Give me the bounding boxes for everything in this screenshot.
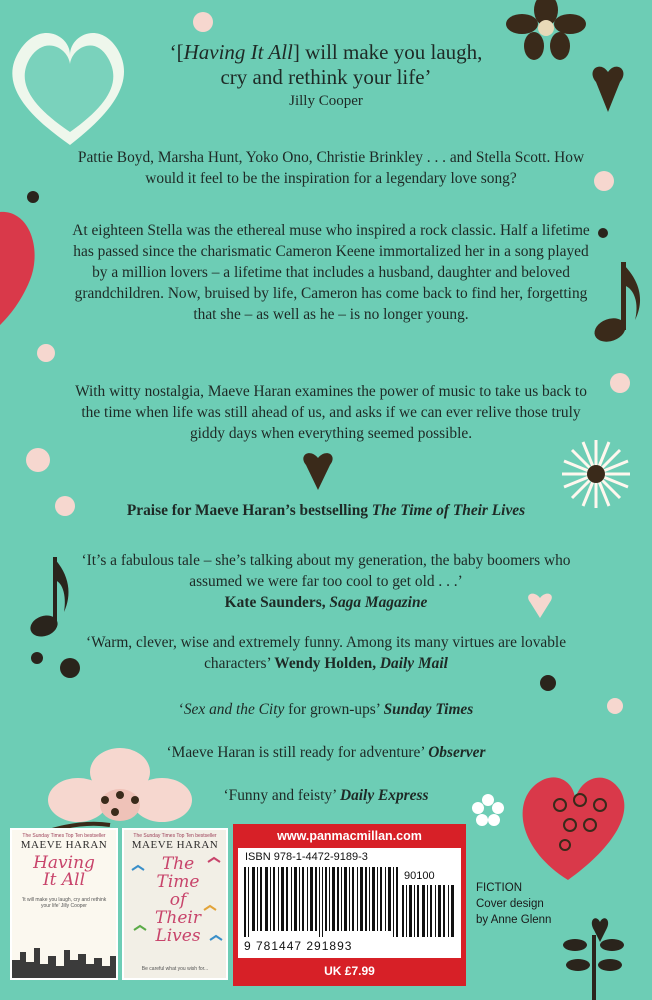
praise-quote-text: for grown-ups’ bbox=[284, 701, 384, 718]
barcode-addon-icon bbox=[402, 885, 456, 937]
dot-icon bbox=[587, 465, 605, 483]
dot-icon bbox=[27, 191, 39, 203]
book-quote: Be careful what you wish for... bbox=[141, 966, 209, 972]
birds-icon bbox=[124, 850, 228, 970]
dot-icon bbox=[607, 698, 623, 714]
barcode-addon-digits: 90100 bbox=[404, 870, 435, 882]
praise-publication: Daily Express bbox=[339, 787, 429, 804]
branch-icon bbox=[563, 918, 624, 1000]
praise-quote-text: ‘Maeve Haran is still ready for adventure’ bbox=[166, 744, 429, 761]
praise-quote-5 bbox=[80, 785, 572, 806]
praise-heading-prefix: Praise for Maeve Haran’s bestselling bbox=[126, 502, 372, 519]
dot-icon bbox=[26, 448, 50, 472]
praise-publication: Sunday Times bbox=[383, 701, 474, 718]
book-title: Having It All bbox=[33, 853, 95, 890]
praise-quote-text: ‘Funny and feisty’ bbox=[223, 787, 340, 804]
genre-credit bbox=[476, 880, 551, 928]
dot-icon bbox=[193, 12, 213, 32]
praise-publication: Saga Magazine bbox=[329, 594, 428, 611]
dot-icon bbox=[598, 228, 608, 238]
genre-label: FICTION bbox=[476, 882, 522, 894]
dot-icon bbox=[540, 675, 556, 691]
praise-quote-italic: Sex and the City bbox=[183, 701, 285, 718]
quote-attribution: Jilly Cooper bbox=[289, 93, 363, 109]
praise-quote-text: ‘Warm, clever, wise and extremely funny. Among its many virtues are lovable characters’ bbox=[85, 634, 567, 672]
praise-heading-title: The Time of Their Lives bbox=[371, 502, 526, 519]
cover-design-credit: Cover design bbox=[476, 898, 544, 910]
book-quote: ‘It will make you laugh, cry and rethink your life’ Jilly Cooper bbox=[21, 897, 107, 909]
barcode-area bbox=[238, 848, 461, 958]
book-author: MAEVE HARAN bbox=[20, 839, 108, 851]
book-tagline: The Sunday Times Top Ten bestseller bbox=[22, 833, 106, 839]
dot-icon bbox=[60, 658, 80, 678]
praise-quote-3: ‘Sex and the City for grown-ups’ Sunday Times bbox=[178, 701, 474, 718]
praise-source: Kate Saunders, bbox=[224, 594, 330, 611]
barcode-digits: 9 781447 291893 bbox=[244, 939, 353, 953]
barcode-icon bbox=[244, 867, 398, 937]
city-skyline-icon bbox=[12, 944, 116, 978]
dot-icon bbox=[594, 171, 614, 191]
quote-book-title: Having It All bbox=[183, 40, 293, 64]
praise-heading bbox=[0, 502, 652, 520]
quote-line-1: ] will make you laugh, bbox=[292, 40, 483, 64]
dot-icon bbox=[610, 373, 630, 393]
book-thumbnail-having-it-all bbox=[10, 828, 118, 980]
praise-quote-1 bbox=[80, 550, 572, 613]
isbn-text: ISBN 978-1-4472-9189-3 bbox=[245, 851, 368, 863]
book-title: The Time of Their Lives bbox=[155, 854, 201, 946]
dot-icon bbox=[31, 652, 43, 664]
price-label: UK £7.99 bbox=[324, 964, 375, 978]
dot-icon bbox=[37, 344, 55, 362]
praise-quote-2 bbox=[80, 632, 572, 674]
praise-publication: Daily Mail bbox=[379, 655, 448, 672]
book-thumbnail-time-of-their-lives bbox=[122, 828, 228, 980]
blurb-paragraph-3: With witty nostalgia, Maeve Haran examines the power of music to take us back to the time when life was still ahead of us, and asks if we can ever relive those truly giddy days when everything seemed possible. bbox=[75, 383, 587, 442]
praise-quote-text: ‘It’s a fabulous tale – she’s talking about my generation, the baby boomers who assumed we were far too cool to get old . . .’ bbox=[81, 552, 571, 590]
book-tagline: The Sunday Times Top Ten bestseller bbox=[133, 833, 217, 839]
headline-quote: ‘[Having It All] will make you laugh, cry and rethink your life’ Jilly Cooper bbox=[0, 40, 652, 112]
publisher-url[interactable]: www.panmacmillan.com bbox=[277, 829, 422, 843]
praise-source: Wendy Holden, bbox=[274, 655, 380, 672]
red-heart-icon bbox=[0, 212, 35, 325]
blurb-paragraph-1: Pattie Boyd, Marsha Hunt, Yoko Ono, Christie Brinkley . . . and Stella Scott. How would it feel to be the inspiration for a legendary love song? bbox=[77, 149, 585, 187]
cover-designer-name: by Anne Glenn bbox=[476, 914, 552, 926]
barcode-panel bbox=[233, 824, 466, 986]
praise-quote-4 bbox=[80, 742, 572, 763]
music-note-icon bbox=[27, 557, 68, 640]
small-heart-icon bbox=[303, 453, 332, 490]
quote-line-2: cry and rethink your life’ bbox=[220, 65, 432, 89]
blurb-paragraph-2: At eighteen Stella was the ethereal muse who inspired a rock classic. Half a lifetime has passed since the charismatic Cameron Keene immortalized her in a song played by a million lovers – a lifetime that includes a husband, daughter and beloved grandchildren. Now, bruised by life, Cameron has come back to find her, forgetting that she – as well as he – is no longer young. bbox=[72, 222, 590, 323]
book-author: MAEVE HARAN bbox=[131, 839, 219, 851]
music-note-icon bbox=[591, 262, 640, 346]
praise-publication: Observer bbox=[428, 744, 486, 761]
